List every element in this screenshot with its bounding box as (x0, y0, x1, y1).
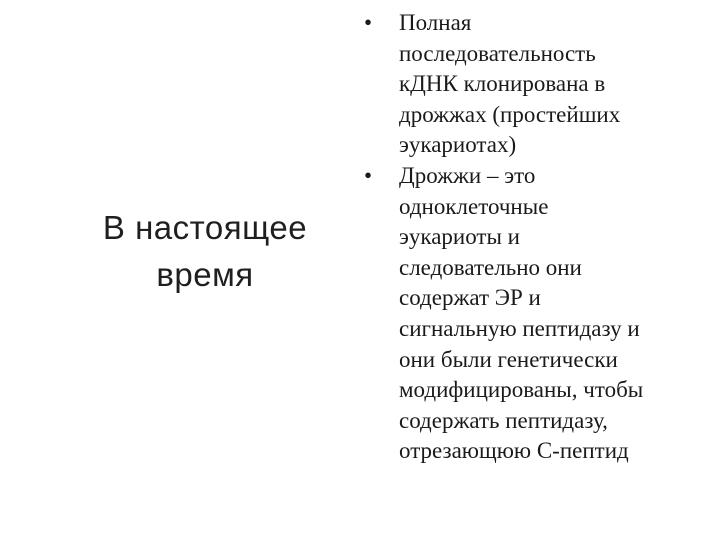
bullet-icon: • (364, 162, 373, 188)
bullet-text-line: они были генетически (399, 346, 618, 372)
bullet-text-line: последовательность (399, 40, 596, 66)
bullet-text-line: Дрожжи – это (399, 162, 536, 188)
bullet-text-line: дрожжах (простейших (399, 101, 621, 127)
bullet-item-cdna-cloned (362, 8, 712, 161)
bullet-text-line: эукариоты и (399, 224, 520, 250)
bullet-text-line: содержат ЭР и (399, 285, 541, 311)
bullet-text-line: модифицированы, чтобы (399, 377, 644, 403)
bullet-text-line: одноклеточные (399, 193, 549, 219)
bullet-text-line: содержать пептидазу, (399, 407, 608, 433)
bullet-text-line: эукариотах) (399, 132, 517, 158)
slide-title-line-1: В настоящее (102, 209, 308, 246)
bullet-icon: • (364, 10, 373, 35)
bullet-list (362, 8, 712, 467)
bullet-text-line: сигнальную пептидазу и (399, 315, 640, 341)
bullet-item-yeast-unicellular (362, 161, 712, 467)
bullet-text-line: кДНК клонирована в (399, 71, 606, 97)
slide-title-line-2: время (156, 256, 254, 293)
bullet-text-line: следовательно они (399, 254, 582, 280)
slide-title (70, 204, 340, 298)
bullet-text-line: отрезающюю С-пептид (399, 438, 629, 464)
bullet-text-line: Полная (399, 10, 472, 35)
